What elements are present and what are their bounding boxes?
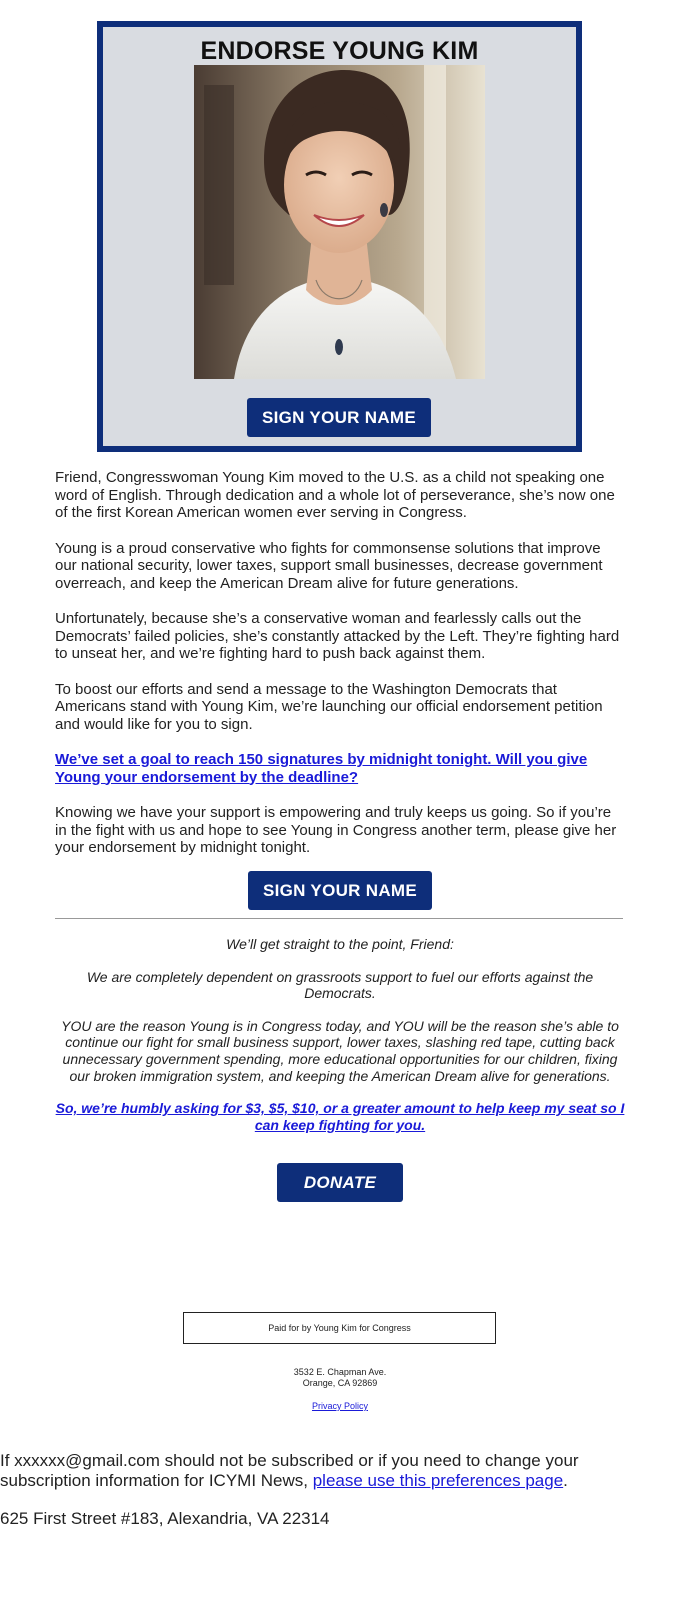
subscription-period: . xyxy=(563,1471,568,1490)
letter-body xyxy=(55,469,625,875)
mailing-address: 625 First Street #183, Alexandria, VA 22314 xyxy=(0,1509,330,1528)
appeal-reason: YOU are the reason Young is in Congress today, and YOU will be the reason she’s able to continue our fight for small business support, lower taxes, slashing red tape, cutting back unnecessary government spending, more educational opportunities for our children, fixing our broken immigration system, and keeping the American Dream alive for generations. xyxy=(61,1017,619,1084)
paid-for-disclaimer: Paid for by Young Kim for Congress xyxy=(183,1312,496,1344)
candidate-photo xyxy=(194,65,485,379)
subscription-notice xyxy=(0,1451,640,1491)
preferences-page-link[interactable]: please use this preferences page xyxy=(312,1471,564,1490)
donate-button-row xyxy=(0,1163,700,1202)
paragraph-petition: To boost our efforts and send a message to the Washington Democrats that Americans stand with Young Kim, we’re launching our official endorsement petition and would like for you to sign. xyxy=(55,680,603,733)
paragraph-intro: Friend, Congresswoman Young Kim moved to the U.S. as a child not speaking one word of English. Through dedication and a whole lot of perseverance, she’s now one of the first Korean American women ever serving in Congress. xyxy=(55,469,615,521)
appeal-intro: We’ll get straight to the point, Friend: xyxy=(226,936,454,952)
signature-goal-link[interactable]: We’ve set a goal to reach 150 signatures by midnight tonight. Will you give Young your endorsement by the deadline? xyxy=(55,751,588,786)
goal-paragraph xyxy=(55,751,625,786)
paragraph-closing: Knowing we have your support is empowering and truly keeps us going. So if you’re in the fight with us and hope to see Young in Congress another term, please give her your endorsement by midnight tonight. xyxy=(55,804,617,856)
subscription-text: If xxxxxx@gmail.com should not be subscribed or if you need to change your subscription information for ICYMI News, xyxy=(0,1451,579,1490)
appeal-dependence: We are completely dependent on grassroots support to fuel our efforts against the Democrats. xyxy=(86,968,594,1002)
sign-your-name-button-top[interactable]: SIGN YOUR NAME xyxy=(247,398,431,437)
hero-panel xyxy=(97,21,582,452)
sign-your-name-button-bottom[interactable]: SIGN YOUR NAME xyxy=(248,871,432,910)
paragraph-attacks: Unfortunately, because she’s a conservative woman and fearlessly calls out the Democrats’ failed policies, she’s constantly attacked by the Left. They’re fighting hard to unseat her, and we’re fighting hard to push back against them. xyxy=(55,610,620,662)
campaign-address xyxy=(0,1367,680,1388)
appeal-ask xyxy=(55,1100,625,1133)
section-divider xyxy=(55,918,623,919)
sign-button-row xyxy=(0,871,700,910)
campaign-address-line1: 3532 E. Chapman Ave. xyxy=(293,1367,387,1377)
campaign-address-line2: Orange, CA 92869 xyxy=(302,1377,378,1388)
hero-title: ENDORSE YOUNG KIM xyxy=(200,37,479,65)
privacy-policy-link[interactable]: Privacy Policy xyxy=(311,1401,368,1411)
donation-appeal xyxy=(55,936,625,1149)
donation-ask-link[interactable]: So, we’re humbly asking for $3, $5, $10, or a greater amount to help keep my seat so I can keep fighting for you. xyxy=(55,1100,625,1133)
donate-button[interactable]: DONATE xyxy=(277,1163,403,1202)
paragraph-conservative: Young is a proud conservative who fights for commonsense solutions that improve our national security, lower taxes, support small businesses, decrease government overreach, and keep the American Dream alive for future generations. xyxy=(55,539,603,592)
